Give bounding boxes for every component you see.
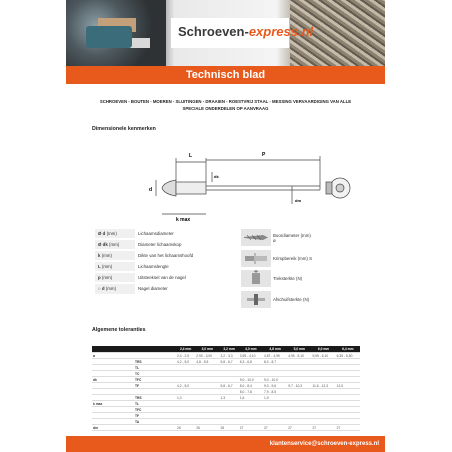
- table-cell: TA: [134, 419, 176, 425]
- tolerance-table: [92, 346, 360, 431]
- table-cell: 2,90 - 3,00: [195, 353, 219, 359]
- table-header-cell: 3,0 mm: [195, 346, 219, 353]
- tool-label: Treksterkte (N): [273, 276, 303, 282]
- tolerances-heading: Algemene toleranties: [92, 327, 146, 333]
- property-description: Lichaamsdiameter: [138, 230, 174, 236]
- property-description: Dikte van het lichaamshoofd: [138, 252, 194, 258]
- logo-main-text: Schroeven-: [178, 24, 249, 39]
- tagline: SCHROEVEN - BOUTEN - MOEREN - SLUITINGEN - DRAAIEN - ROESTVRIJ STAAL - MESSING VERVAARDIGING VAN ALLE SPECIALE ONDERDELEN OP AANVRAAG: [99, 99, 352, 111]
- table-cell: 9,0 - 9,6: [263, 383, 287, 389]
- property-symbol: L (mm): [95, 262, 135, 271]
- table-cell: TFC: [134, 407, 176, 413]
- table-header-cell: 4,0 mm: [239, 346, 263, 353]
- table-cell: TC: [134, 371, 176, 377]
- table-cell: ø: [92, 353, 134, 359]
- tool-row: [241, 228, 366, 248]
- label-dm: dm: [295, 198, 301, 203]
- table-cell: 11,6 - 12,3: [311, 383, 335, 389]
- page-title: Technisch blad: [185, 69, 266, 81]
- property-row: [95, 239, 219, 249]
- table-cell: 3,2 - 3,3: [219, 353, 238, 359]
- tool-row: [241, 269, 366, 289]
- table-header-cell: 2,4 mm: [176, 346, 195, 353]
- table-cell: 5,8 - 6,7: [219, 383, 238, 389]
- table-cell: 7,9 - 8,5: [263, 389, 287, 395]
- property-description: Diameter lichaamskop: [138, 241, 182, 247]
- table-cell: 27: [263, 425, 287, 431]
- table-cell: 5,8 - 6,7: [219, 359, 238, 365]
- tensile-strength-icon: [241, 270, 271, 287]
- table-cell: 8,0 - 8,4: [239, 383, 263, 389]
- footer-email-link[interactable]: klantenservice@schroeven-express.nl: [269, 441, 379, 447]
- property-symbol: ○ d (mm): [95, 284, 135, 293]
- property-row: [95, 284, 219, 294]
- table-cell: 26: [195, 425, 219, 431]
- label-P: P: [262, 152, 266, 158]
- table-cell: dk: [92, 377, 134, 383]
- table-cell: 26: [219, 425, 238, 431]
- table-cell: 2,4 - 2,5: [176, 353, 195, 359]
- label-dk: dk: [214, 174, 219, 179]
- property-symbol: Ø d (mm): [95, 229, 135, 238]
- table-cell: TL: [134, 401, 176, 407]
- brand-logo[interactable]: [178, 24, 313, 39]
- table-cell: 1,0: [176, 395, 195, 401]
- datasheet-page: [66, 0, 385, 452]
- table-cell: TRS: [134, 395, 176, 401]
- table-cell: TF: [134, 413, 176, 419]
- table-cell: dm: [92, 425, 134, 431]
- table-cell: 5,95 - 6,10: [311, 353, 335, 359]
- table-header-cell: 3,2 mm: [219, 346, 238, 353]
- table-header-cell: 5,0 mm: [287, 346, 311, 353]
- header-banner: [66, 0, 385, 66]
- property-description: Lichaamslengte: [138, 264, 169, 270]
- tool-label: Afschuifsterkte (N): [273, 296, 310, 302]
- table-cell: TL: [134, 365, 176, 371]
- label-L: L: [189, 153, 193, 159]
- label-d: d: [149, 187, 153, 193]
- tool-row: [241, 249, 366, 269]
- table-cell: 6,35 - 6,50: [336, 353, 360, 359]
- shear-strength-icon: [241, 291, 271, 308]
- table-cell: TRS: [134, 359, 176, 365]
- table-cell: 3,95 - 4,10: [239, 353, 263, 359]
- property-row: [95, 262, 219, 272]
- rivet-head: [162, 180, 176, 196]
- table-cell: k max: [92, 401, 134, 407]
- table-cell: 12,0: [336, 383, 360, 389]
- table-cell: 4,2 - 5,0: [176, 383, 195, 389]
- table-cell: 27: [311, 425, 335, 431]
- property-list: [95, 228, 219, 295]
- table-cell: 9,7 - 10,3: [287, 383, 311, 389]
- tool-label: Boordiameter (mm): [273, 232, 311, 238]
- tool-row: [241, 290, 366, 310]
- table-cell: 8,0 - 8,7: [263, 359, 287, 365]
- property-description: Nagel diameter: [138, 286, 168, 292]
- property-row: [95, 273, 219, 283]
- table-cell: 4,95 - 5,10: [287, 353, 311, 359]
- grip-range-icon: [241, 250, 271, 267]
- rivet-body: [176, 182, 206, 194]
- table-cell: 9,0 - 10,0: [239, 377, 263, 383]
- property-symbol: Ø dk (mm): [95, 240, 135, 249]
- table-cell: 8,0 - 7,8: [239, 389, 263, 395]
- drill-bit-icon: [241, 229, 271, 246]
- table-header-cell: 4,8 mm: [263, 346, 287, 353]
- logo-accent-text: express.nl: [248, 24, 314, 39]
- table-cell: 1,9: [263, 395, 287, 401]
- table-cell: 27: [287, 425, 311, 431]
- table-cell: 27: [336, 425, 360, 431]
- table-cell: 4,2 - 5,0: [176, 359, 195, 365]
- table-cell: 27: [239, 425, 263, 431]
- table-cell: 9,0 - 10,0: [263, 377, 287, 383]
- table-cell: 1,6: [239, 395, 263, 401]
- table-cell: [134, 425, 176, 431]
- table-header-cell: 6,4 mm: [336, 346, 360, 353]
- rivet-diagram: [92, 142, 362, 224]
- table-cell: 4,87 - 4,95: [263, 353, 287, 359]
- property-row: [95, 228, 219, 238]
- table-cell: TFC: [134, 377, 176, 383]
- dimensions-heading: Dimensionele kenmerken: [92, 126, 156, 132]
- table-cell: 6,3 - 6,8: [239, 359, 263, 365]
- property-row: [95, 250, 219, 260]
- table-header-cell: 6,0 mm: [311, 346, 335, 353]
- tool-property-list: [241, 228, 366, 310]
- table-cell: 26: [176, 425, 195, 431]
- tool-label: Krimpbereik (mm) S: [273, 255, 313, 261]
- label-k-max: k max: [176, 217, 191, 223]
- property-description: Uitsteeksel van de nagel: [138, 275, 186, 281]
- tool-sublabel: ø: [273, 237, 276, 243]
- table-cell: 1,3: [219, 395, 238, 401]
- table-cell: 4,8 - 5,5: [195, 359, 219, 365]
- header-photo-workshop: [66, 0, 166, 66]
- table-row: [92, 425, 360, 431]
- property-symbol: p (mm): [95, 273, 135, 282]
- table-cell: TF: [134, 383, 176, 389]
- property-symbol: k (mm): [95, 251, 135, 260]
